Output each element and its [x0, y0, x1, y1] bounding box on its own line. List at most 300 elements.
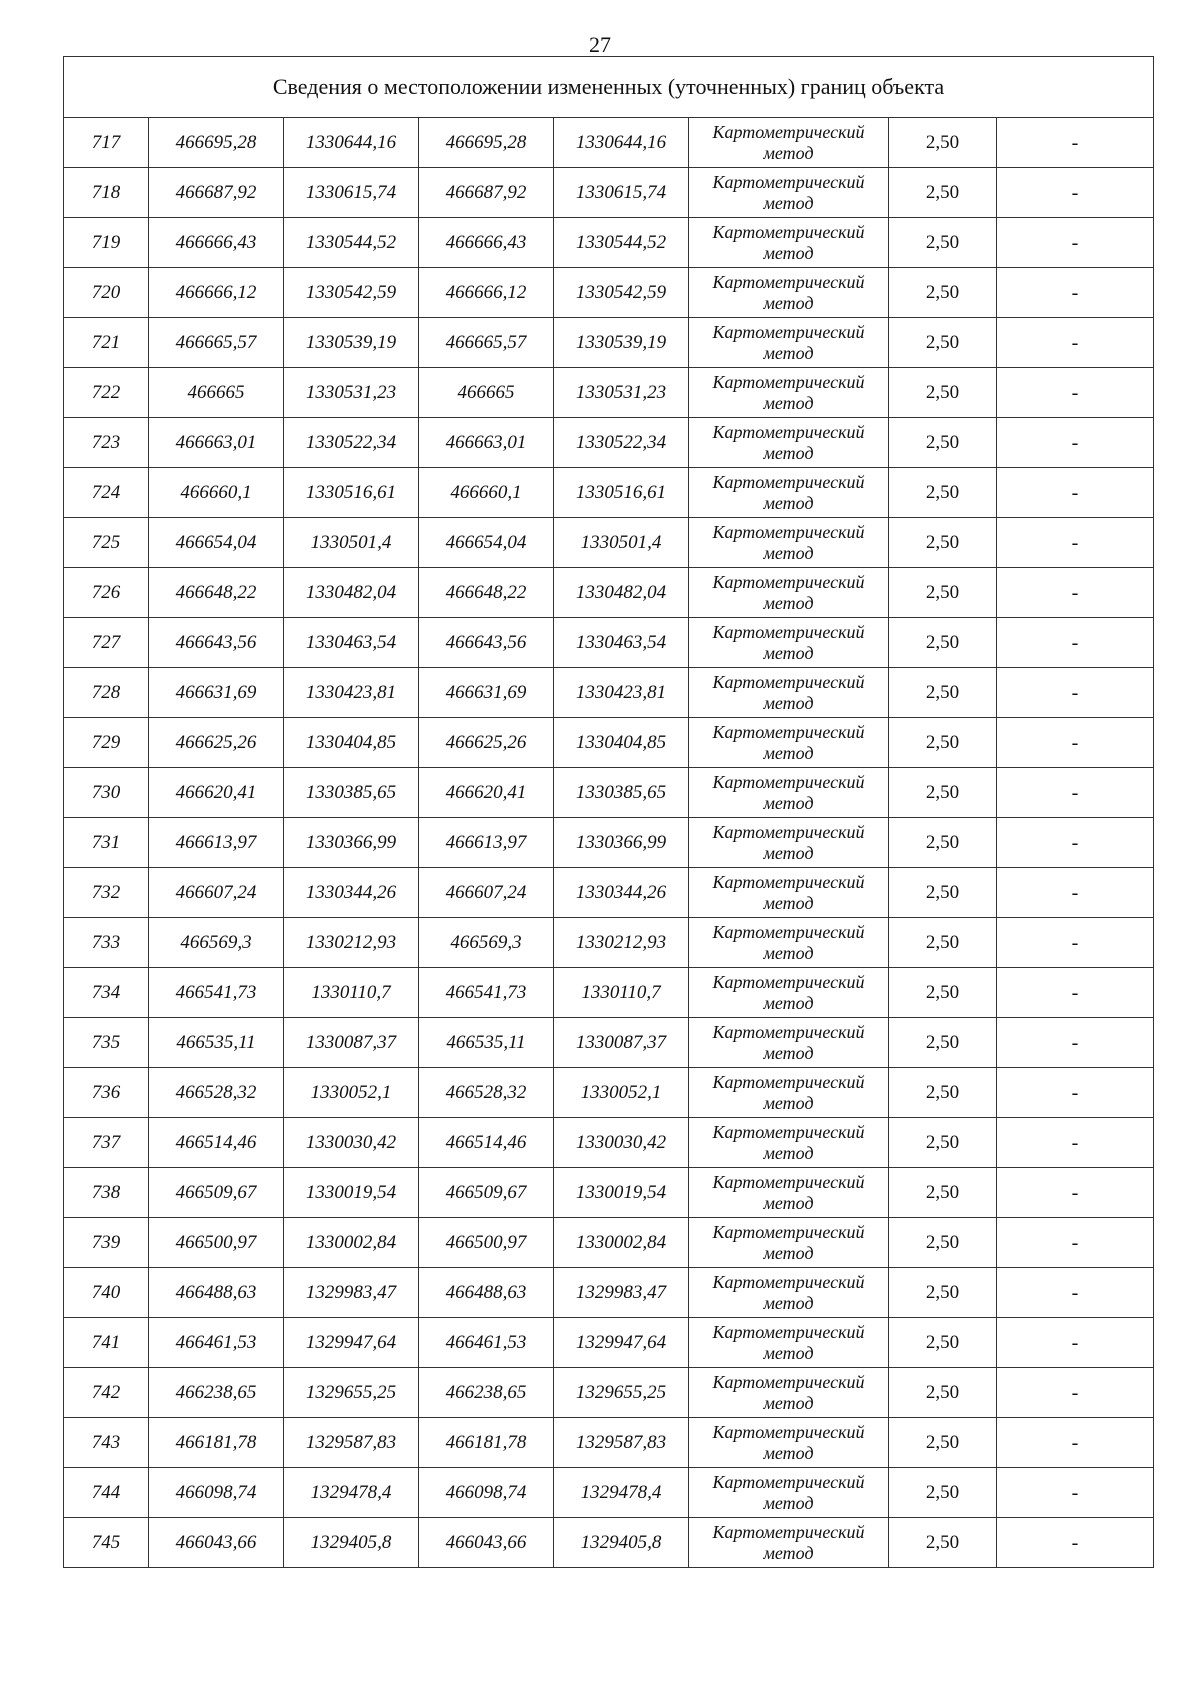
refined-x-cell: 466461,53: [419, 1318, 554, 1368]
method-line1: Картометрический: [712, 1321, 865, 1342]
note-cell: -: [997, 268, 1154, 318]
point-number-cell: 742: [64, 1368, 149, 1418]
table-row: [64, 768, 1154, 818]
note-cell: -: [997, 868, 1154, 918]
existing-y-cell: 1330544,52: [284, 218, 419, 268]
existing-x-cell: 466238,65: [149, 1368, 284, 1418]
table-row: [64, 868, 1154, 918]
table-row: [64, 1518, 1154, 1568]
table-row: [64, 1368, 1154, 1418]
refined-y-cell: 1330501,4: [554, 518, 689, 568]
accuracy-cell: 2,50: [889, 868, 997, 918]
method-line2: метод: [763, 442, 814, 463]
method-cell: [689, 318, 889, 368]
note-cell: -: [997, 118, 1154, 168]
accuracy-cell: 2,50: [889, 1268, 997, 1318]
method-cell: [689, 1468, 889, 1518]
method-line1: Картометрический: [712, 1171, 865, 1192]
refined-y-cell: 1330542,59: [554, 268, 689, 318]
method-cell: [689, 518, 889, 568]
existing-x-cell: 466625,26: [149, 718, 284, 768]
method-cell: [689, 668, 889, 718]
method-cell: [689, 618, 889, 668]
existing-x-cell: 466663,01: [149, 418, 284, 468]
refined-y-cell: 1330385,65: [554, 768, 689, 818]
point-number-cell: 732: [64, 868, 149, 918]
method-line1: Картометрический: [712, 1471, 865, 1492]
point-number-cell: 739: [64, 1218, 149, 1268]
note-cell: -: [997, 468, 1154, 518]
existing-y-cell: 1330644,16: [284, 118, 419, 168]
existing-x-cell: 466665,57: [149, 318, 284, 368]
note-cell: -: [997, 518, 1154, 568]
refined-x-cell: 466687,92: [419, 168, 554, 218]
method-line2: метод: [763, 1442, 814, 1463]
method-line1: Картометрический: [712, 571, 865, 592]
existing-x-cell: 466666,43: [149, 218, 284, 268]
refined-y-cell: 1330522,34: [554, 418, 689, 468]
existing-x-cell: 466098,74: [149, 1468, 284, 1518]
point-number-cell: 721: [64, 318, 149, 368]
table-row: [64, 118, 1154, 168]
accuracy-cell: 2,50: [889, 1118, 997, 1168]
refined-x-cell: 466098,74: [419, 1468, 554, 1518]
existing-y-cell: 1330542,59: [284, 268, 419, 318]
table-row: [64, 918, 1154, 968]
method-line2: метод: [763, 692, 814, 713]
accuracy-cell: 2,50: [889, 218, 997, 268]
accuracy-cell: 2,50: [889, 918, 997, 968]
table-row: [64, 1068, 1154, 1118]
existing-y-cell: 1329478,4: [284, 1468, 419, 1518]
refined-x-cell: 466663,01: [419, 418, 554, 468]
table-row: [64, 368, 1154, 418]
boundary-coordinates-table: [63, 56, 1154, 1568]
existing-y-cell: 1330615,74: [284, 168, 419, 218]
table-row: [64, 568, 1154, 618]
refined-y-cell: 1330110,7: [554, 968, 689, 1018]
point-number-cell: 729: [64, 718, 149, 768]
existing-y-cell: 1329983,47: [284, 1268, 419, 1318]
method-line2: метод: [763, 842, 814, 863]
method-line1: Картометрический: [712, 1421, 865, 1442]
existing-x-cell: 466535,11: [149, 1018, 284, 1068]
refined-x-cell: 466648,22: [419, 568, 554, 618]
refined-y-cell: 1330087,37: [554, 1018, 689, 1068]
note-cell: -: [997, 218, 1154, 268]
note-cell: -: [997, 1468, 1154, 1518]
accuracy-cell: 2,50: [889, 318, 997, 368]
refined-x-cell: 466631,69: [419, 668, 554, 718]
method-line2: метод: [763, 592, 814, 613]
refined-x-cell: 466695,28: [419, 118, 554, 168]
note-cell: -: [997, 1018, 1154, 1068]
method-line1: Картометрический: [712, 171, 865, 192]
refined-y-cell: 1330531,23: [554, 368, 689, 418]
note-cell: -: [997, 818, 1154, 868]
point-number-cell: 728: [64, 668, 149, 718]
point-number-cell: 730: [64, 768, 149, 818]
point-number-cell: 725: [64, 518, 149, 568]
existing-x-cell: 466043,66: [149, 1518, 284, 1568]
method-line2: метод: [763, 1192, 814, 1213]
accuracy-cell: 2,50: [889, 818, 997, 868]
accuracy-cell: 2,50: [889, 1218, 997, 1268]
table-row: [64, 268, 1154, 318]
method-cell: [689, 718, 889, 768]
refined-x-cell: 466500,97: [419, 1218, 554, 1268]
method-line1: Картометрический: [712, 1521, 865, 1542]
method-line1: Картометрический: [712, 971, 865, 992]
point-number-cell: 737: [64, 1118, 149, 1168]
method-line1: Картометрический: [712, 1271, 865, 1292]
table-row: [64, 168, 1154, 218]
table-row: [64, 318, 1154, 368]
method-line2: метод: [763, 292, 814, 313]
refined-x-cell: 466643,56: [419, 618, 554, 668]
refined-x-cell: 466509,67: [419, 1168, 554, 1218]
method-cell: [689, 1118, 889, 1168]
method-line1: Картометрический: [712, 721, 865, 742]
method-line2: метод: [763, 392, 814, 413]
method-line1: Картометрический: [712, 121, 865, 142]
note-cell: -: [997, 318, 1154, 368]
accuracy-cell: 2,50: [889, 1468, 997, 1518]
existing-x-cell: 466569,3: [149, 918, 284, 968]
method-line1: Картометрический: [712, 321, 865, 342]
existing-y-cell: 1330522,34: [284, 418, 419, 468]
table-row: [64, 618, 1154, 668]
table-row: [64, 218, 1154, 268]
method-line1: Картометрический: [712, 671, 865, 692]
existing-y-cell: 1330423,81: [284, 668, 419, 718]
existing-x-cell: 466631,69: [149, 668, 284, 718]
accuracy-cell: 2,50: [889, 368, 997, 418]
table-row: [64, 468, 1154, 518]
existing-x-cell: 466500,97: [149, 1218, 284, 1268]
existing-y-cell: 1329587,83: [284, 1418, 419, 1468]
existing-x-cell: 466660,1: [149, 468, 284, 518]
existing-x-cell: 466666,12: [149, 268, 284, 318]
note-cell: -: [997, 1368, 1154, 1418]
method-cell: [689, 168, 889, 218]
table-row: [64, 1318, 1154, 1368]
refined-x-cell: 466488,63: [419, 1268, 554, 1318]
method-line2: метод: [763, 342, 814, 363]
refined-y-cell: 1330615,74: [554, 168, 689, 218]
existing-y-cell: 1330482,04: [284, 568, 419, 618]
note-cell: -: [997, 1268, 1154, 1318]
method-line2: метод: [763, 742, 814, 763]
accuracy-cell: 2,50: [889, 1318, 997, 1368]
existing-y-cell: 1330501,4: [284, 518, 419, 568]
refined-y-cell: 1330544,52: [554, 218, 689, 268]
refined-y-cell: 1330482,04: [554, 568, 689, 618]
existing-x-cell: 466181,78: [149, 1418, 284, 1468]
point-number-cell: 740: [64, 1268, 149, 1318]
refined-x-cell: 466535,11: [419, 1018, 554, 1068]
method-line2: метод: [763, 542, 814, 563]
point-number-cell: 720: [64, 268, 149, 318]
method-line1: Картометрический: [712, 771, 865, 792]
refined-y-cell: 1329478,4: [554, 1468, 689, 1518]
accuracy-cell: 2,50: [889, 768, 997, 818]
existing-y-cell: 1330212,93: [284, 918, 419, 968]
refined-y-cell: 1330423,81: [554, 668, 689, 718]
refined-x-cell: 466043,66: [419, 1518, 554, 1568]
existing-y-cell: 1330087,37: [284, 1018, 419, 1068]
point-number-cell: 731: [64, 818, 149, 868]
method-cell: [689, 368, 889, 418]
refined-x-cell: 466666,43: [419, 218, 554, 268]
note-cell: -: [997, 368, 1154, 418]
method-line2: метод: [763, 1492, 814, 1513]
method-cell: [689, 1218, 889, 1268]
method-cell: [689, 768, 889, 818]
existing-y-cell: 1330404,85: [284, 718, 419, 768]
method-line2: метод: [763, 1142, 814, 1163]
point-number-cell: 734: [64, 968, 149, 1018]
refined-y-cell: 1330030,42: [554, 1118, 689, 1168]
existing-y-cell: 1330531,23: [284, 368, 419, 418]
table-row: [64, 818, 1154, 868]
method-line2: метод: [763, 1242, 814, 1263]
existing-x-cell: 466665: [149, 368, 284, 418]
refined-x-cell: 466613,97: [419, 818, 554, 868]
note-cell: -: [997, 1218, 1154, 1268]
method-line1: Картометрический: [712, 621, 865, 642]
accuracy-cell: 2,50: [889, 1418, 997, 1468]
method-line1: Картометрический: [712, 871, 865, 892]
accuracy-cell: 2,50: [889, 618, 997, 668]
existing-x-cell: 466613,97: [149, 818, 284, 868]
refined-y-cell: 1330366,99: [554, 818, 689, 868]
note-cell: -: [997, 768, 1154, 818]
method-cell: [689, 868, 889, 918]
accuracy-cell: 2,50: [889, 168, 997, 218]
refined-x-cell: 466665: [419, 368, 554, 418]
method-line2: метод: [763, 892, 814, 913]
method-line2: метод: [763, 1542, 814, 1563]
refined-x-cell: 466660,1: [419, 468, 554, 518]
refined-x-cell: 466654,04: [419, 518, 554, 568]
method-line1: Картометрический: [712, 271, 865, 292]
method-line2: метод: [763, 642, 814, 663]
table-row: [64, 968, 1154, 1018]
existing-x-cell: 466687,92: [149, 168, 284, 218]
method-line1: Картометрический: [712, 221, 865, 242]
method-line1: Картометрический: [712, 1121, 865, 1142]
point-number-cell: 727: [64, 618, 149, 668]
note-cell: -: [997, 418, 1154, 468]
accuracy-cell: 2,50: [889, 568, 997, 618]
table-row: [64, 1018, 1154, 1068]
point-number-cell: 717: [64, 118, 149, 168]
method-line2: метод: [763, 942, 814, 963]
method-cell: [689, 568, 889, 618]
method-line1: Картометрический: [712, 1071, 865, 1092]
refined-y-cell: 1329405,8: [554, 1518, 689, 1568]
refined-y-cell: 1329587,83: [554, 1418, 689, 1468]
method-cell: [689, 1268, 889, 1318]
existing-y-cell: 1330019,54: [284, 1168, 419, 1218]
refined-y-cell: 1330644,16: [554, 118, 689, 168]
note-cell: -: [997, 618, 1154, 668]
existing-y-cell: 1329947,64: [284, 1318, 419, 1368]
accuracy-cell: 2,50: [889, 1518, 997, 1568]
point-number-cell: 743: [64, 1418, 149, 1468]
table-row: [64, 718, 1154, 768]
accuracy-cell: 2,50: [889, 968, 997, 1018]
method-line2: метод: [763, 1392, 814, 1413]
existing-y-cell: 1330539,19: [284, 318, 419, 368]
existing-y-cell: 1330344,26: [284, 868, 419, 918]
refined-x-cell: 466181,78: [419, 1418, 554, 1468]
method-cell: [689, 218, 889, 268]
method-line1: Картометрический: [712, 921, 865, 942]
refined-y-cell: 1330463,54: [554, 618, 689, 668]
point-number-cell: 724: [64, 468, 149, 518]
refined-x-cell: 466625,26: [419, 718, 554, 768]
existing-y-cell: 1330366,99: [284, 818, 419, 868]
table-row: [64, 1418, 1154, 1468]
existing-x-cell: 466643,56: [149, 618, 284, 668]
existing-y-cell: 1330002,84: [284, 1218, 419, 1268]
method-cell: [689, 1168, 889, 1218]
method-line2: метод: [763, 992, 814, 1013]
refined-y-cell: 1330212,93: [554, 918, 689, 968]
method-cell: [689, 1368, 889, 1418]
note-cell: -: [997, 1318, 1154, 1368]
point-number-cell: 719: [64, 218, 149, 268]
table-row: [64, 668, 1154, 718]
point-number-cell: 733: [64, 918, 149, 968]
point-number-cell: 718: [64, 168, 149, 218]
point-number-cell: 741: [64, 1318, 149, 1368]
table-title: Сведения о местоположении измененных (уточненных) границ объекта: [64, 57, 1154, 118]
method-cell: [689, 1068, 889, 1118]
point-number-cell: 738: [64, 1168, 149, 1218]
refined-x-cell: 466607,24: [419, 868, 554, 918]
method-cell: [689, 468, 889, 518]
page-number: 27: [589, 32, 611, 57]
accuracy-cell: 2,50: [889, 518, 997, 568]
method-cell: [689, 968, 889, 1018]
existing-y-cell: 1330052,1: [284, 1068, 419, 1118]
refined-y-cell: 1330019,54: [554, 1168, 689, 1218]
refined-x-cell: 466665,57: [419, 318, 554, 368]
accuracy-cell: 2,50: [889, 1068, 997, 1118]
refined-y-cell: 1330344,26: [554, 868, 689, 918]
table-row: [64, 418, 1154, 468]
table-row: [64, 1268, 1154, 1318]
method-cell: [689, 818, 889, 868]
accuracy-cell: 2,50: [889, 418, 997, 468]
table-row: [64, 1168, 1154, 1218]
refined-y-cell: 1330516,61: [554, 468, 689, 518]
table-row: [64, 1118, 1154, 1168]
existing-y-cell: 1330110,7: [284, 968, 419, 1018]
point-number-cell: 745: [64, 1518, 149, 1568]
method-line1: Картометрический: [712, 421, 865, 442]
refined-y-cell: 1329655,25: [554, 1368, 689, 1418]
existing-y-cell: 1330385,65: [284, 768, 419, 818]
existing-x-cell: 466654,04: [149, 518, 284, 568]
accuracy-cell: 2,50: [889, 1368, 997, 1418]
table-row: [64, 1218, 1154, 1268]
method-line2: метод: [763, 1342, 814, 1363]
accuracy-cell: 2,50: [889, 268, 997, 318]
refined-y-cell: 1330002,84: [554, 1218, 689, 1268]
point-number-cell: 744: [64, 1468, 149, 1518]
accuracy-cell: 2,50: [889, 118, 997, 168]
note-cell: -: [997, 568, 1154, 618]
table-row: [64, 518, 1154, 568]
method-line2: метод: [763, 192, 814, 213]
existing-x-cell: 466509,67: [149, 1168, 284, 1218]
note-cell: -: [997, 918, 1154, 968]
point-number-cell: 722: [64, 368, 149, 418]
refined-x-cell: 466569,3: [419, 918, 554, 968]
existing-y-cell: 1330030,42: [284, 1118, 419, 1168]
existing-x-cell: 466514,46: [149, 1118, 284, 1168]
refined-y-cell: 1329947,64: [554, 1318, 689, 1368]
accuracy-cell: 2,50: [889, 718, 997, 768]
table-header-row: [64, 57, 1154, 118]
existing-x-cell: 466648,22: [149, 568, 284, 618]
existing-x-cell: 466695,28: [149, 118, 284, 168]
existing-x-cell: 466620,41: [149, 768, 284, 818]
accuracy-cell: 2,50: [889, 668, 997, 718]
note-cell: -: [997, 168, 1154, 218]
existing-y-cell: 1329405,8: [284, 1518, 419, 1568]
method-line2: метод: [763, 492, 814, 513]
accuracy-cell: 2,50: [889, 1018, 997, 1068]
method-cell: [689, 418, 889, 468]
existing-y-cell: 1330516,61: [284, 468, 419, 518]
point-number-cell: 736: [64, 1068, 149, 1118]
refined-x-cell: 466528,32: [419, 1068, 554, 1118]
method-cell: [689, 1018, 889, 1068]
method-line1: Картометрический: [712, 1371, 865, 1392]
note-cell: -: [997, 1118, 1154, 1168]
existing-x-cell: 466488,63: [149, 1268, 284, 1318]
method-line2: метод: [763, 792, 814, 813]
existing-x-cell: 466541,73: [149, 968, 284, 1018]
refined-y-cell: 1330404,85: [554, 718, 689, 768]
refined-y-cell: 1329983,47: [554, 1268, 689, 1318]
method-line2: метод: [763, 1092, 814, 1113]
existing-x-cell: 466528,32: [149, 1068, 284, 1118]
existing-y-cell: 1329655,25: [284, 1368, 419, 1418]
existing-x-cell: 466461,53: [149, 1318, 284, 1368]
method-line1: Картометрический: [712, 1221, 865, 1242]
method-cell: [689, 918, 889, 968]
point-number-cell: 726: [64, 568, 149, 618]
method-line1: Картометрический: [712, 371, 865, 392]
refined-x-cell: 466620,41: [419, 768, 554, 818]
method-line2: метод: [763, 242, 814, 263]
note-cell: -: [997, 718, 1154, 768]
method-cell: [689, 1318, 889, 1368]
refined-x-cell: 466514,46: [419, 1118, 554, 1168]
note-cell: -: [997, 1418, 1154, 1468]
table-row: [64, 1468, 1154, 1518]
method-line1: Картометрический: [712, 521, 865, 542]
method-cell: [689, 268, 889, 318]
accuracy-cell: 2,50: [889, 1168, 997, 1218]
refined-x-cell: 466238,65: [419, 1368, 554, 1418]
